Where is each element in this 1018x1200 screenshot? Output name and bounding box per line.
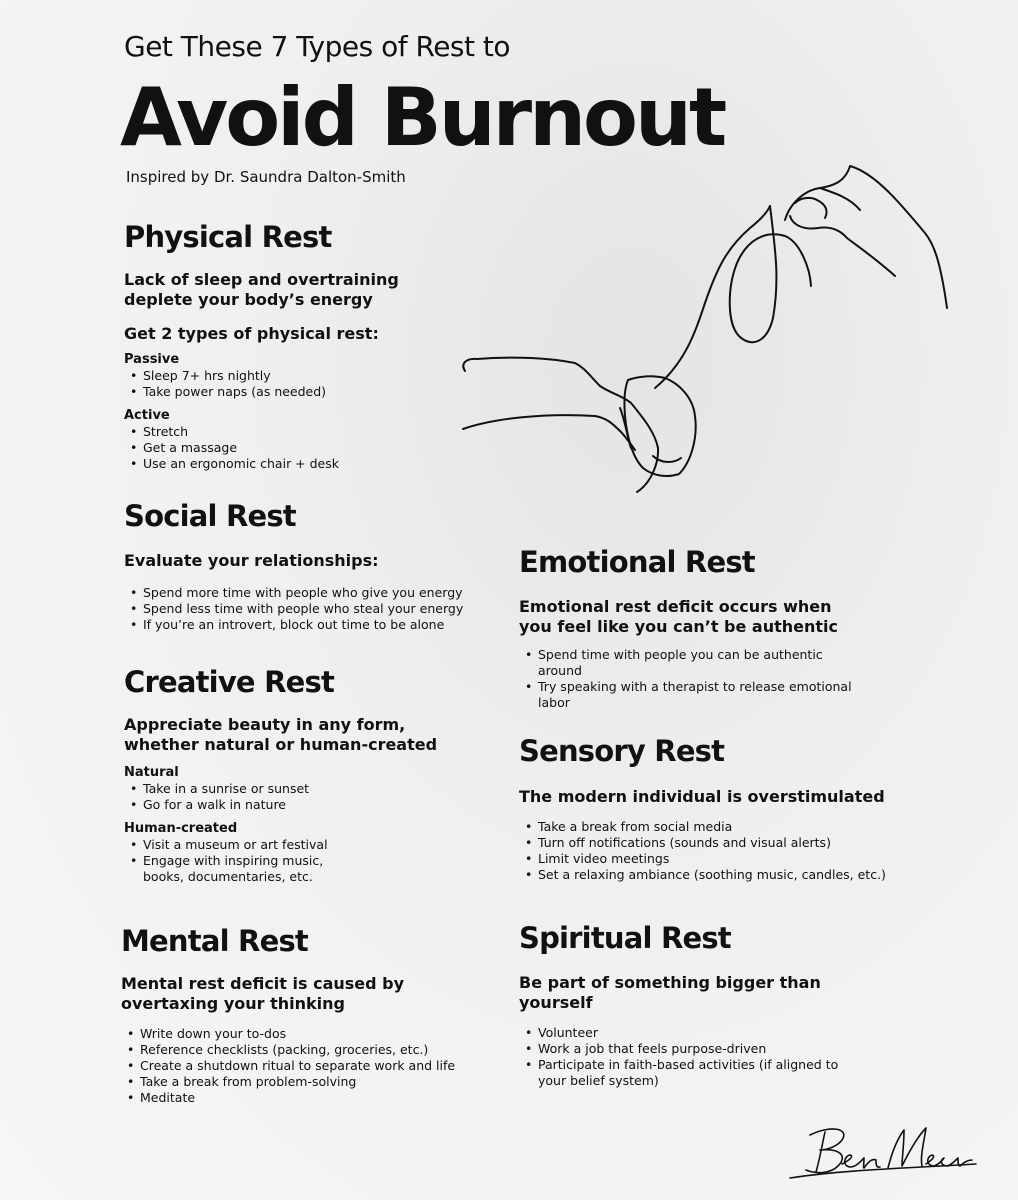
list-item: • Write down your to-dos <box>125 1026 481 1042</box>
sensory-rest-lead: The modern individual is overstimulated <box>519 787 885 806</box>
social-rest-heading: Social Rest <box>124 499 296 533</box>
physical-rest-lead: Lack of sleep and overtraining deplete your body’s energy <box>124 270 399 309</box>
physical-rest-types: Get 2 types of physical rest: <box>124 324 379 343</box>
emotional-rest-lead: Emotional rest deficit occurs when you feel like you can’t be authentic <box>519 597 839 636</box>
list-item: • Go for a walk in nature <box>128 797 469 813</box>
emotional-rest-section <box>519 545 859 711</box>
creative-rest-lead: Appreciate beauty in any form, whether natural or human-created <box>124 715 438 754</box>
creative-natural-list <box>124 781 469 813</box>
creative-human-list <box>124 837 328 885</box>
physical-passive-label: Passive <box>124 352 180 367</box>
list-item: • Spend less time with people who steal your energy <box>128 601 504 617</box>
list-item: • Participate in faith-based activities (if aligned to your belief system) <box>523 1057 853 1089</box>
emotional-rest-list <box>519 647 863 711</box>
list-item: • Take a break from social media <box>523 819 939 835</box>
list-item: • Take power naps (as needed) <box>128 384 464 400</box>
spiritual-rest-heading: Spiritual Rest <box>519 921 731 955</box>
list-item: • Take in a sunrise or sunset <box>128 781 469 797</box>
spiritual-rest-lead: Be part of something bigger than yourself <box>519 973 821 1012</box>
list-item: • Reference checklists (packing, groceries, etc.) <box>125 1042 481 1058</box>
social-rest-list <box>124 585 504 633</box>
signature-icon <box>780 1120 980 1190</box>
creative-natural-label: Natural <box>124 765 179 780</box>
list-item: • Meditate <box>125 1090 481 1106</box>
spiritual-rest-list <box>519 1025 853 1089</box>
physical-rest-section <box>124 220 464 472</box>
physical-active-label: Active <box>124 408 170 423</box>
credit-text: Inspired by Dr. Saundra Dalton-Smith <box>126 168 406 186</box>
mental-rest-lead: Mental rest deficit is caused by overtaxing your thinking <box>121 974 405 1013</box>
physical-passive-list <box>124 368 464 400</box>
creative-rest-section <box>124 665 469 885</box>
list-item: • Volunteer <box>523 1025 853 1041</box>
list-item: • Get a massage <box>128 440 464 456</box>
list-item: • Sleep 7+ hrs nightly <box>128 368 464 384</box>
list-item: • Use an ergonomic chair + desk <box>128 456 464 472</box>
list-item: • Try speaking with a therapist to release emotional labor <box>523 679 863 711</box>
list-item: • Limit video meetings <box>523 851 939 867</box>
list-item: • If you’re an introvert, block out time to be alone <box>128 617 504 633</box>
list-item: • Create a shutdown ritual to separate work and life <box>125 1058 481 1074</box>
list-item: • Visit a museum or art festival <box>128 837 328 853</box>
list-item: • Work a job that feels purpose-driven <box>523 1041 853 1057</box>
list-item: • Spend more time with people who give you energy <box>128 585 504 601</box>
physical-active-list <box>124 424 464 472</box>
hands-passing-glass-icon <box>455 158 955 503</box>
sensory-rest-section <box>519 734 939 883</box>
list-item: • Set a relaxing ambiance (soothing music, candles, etc.) <box>523 867 939 883</box>
mental-rest-list <box>121 1026 481 1106</box>
page-title: Avoid Burnout <box>120 71 725 164</box>
creative-human-label: Human-created <box>124 821 238 836</box>
sensory-rest-list <box>519 819 939 883</box>
spiritual-rest-section <box>519 921 899 1089</box>
list-item: • Turn off notifications (sounds and visual alerts) <box>523 835 939 851</box>
list-item: • Spend time with people you can be authentic around <box>523 647 863 679</box>
creative-rest-heading: Creative Rest <box>124 665 335 699</box>
list-item: • Take a break from problem-solving <box>125 1074 481 1090</box>
list-item: • Engage with inspiring music, books, documentaries, etc. <box>128 853 328 885</box>
mental-rest-section <box>121 924 481 1106</box>
mental-rest-heading: Mental Rest <box>121 924 308 958</box>
emotional-rest-heading: Emotional Rest <box>519 545 755 579</box>
list-item: • Stretch <box>128 424 464 440</box>
physical-rest-heading: Physical Rest <box>124 220 332 254</box>
social-rest-section <box>124 499 504 633</box>
social-rest-lead: Evaluate your relationships: <box>124 551 379 570</box>
sensory-rest-heading: Sensory Rest <box>519 734 725 768</box>
kicker-text: Get These 7 Types of Rest to <box>124 30 510 63</box>
